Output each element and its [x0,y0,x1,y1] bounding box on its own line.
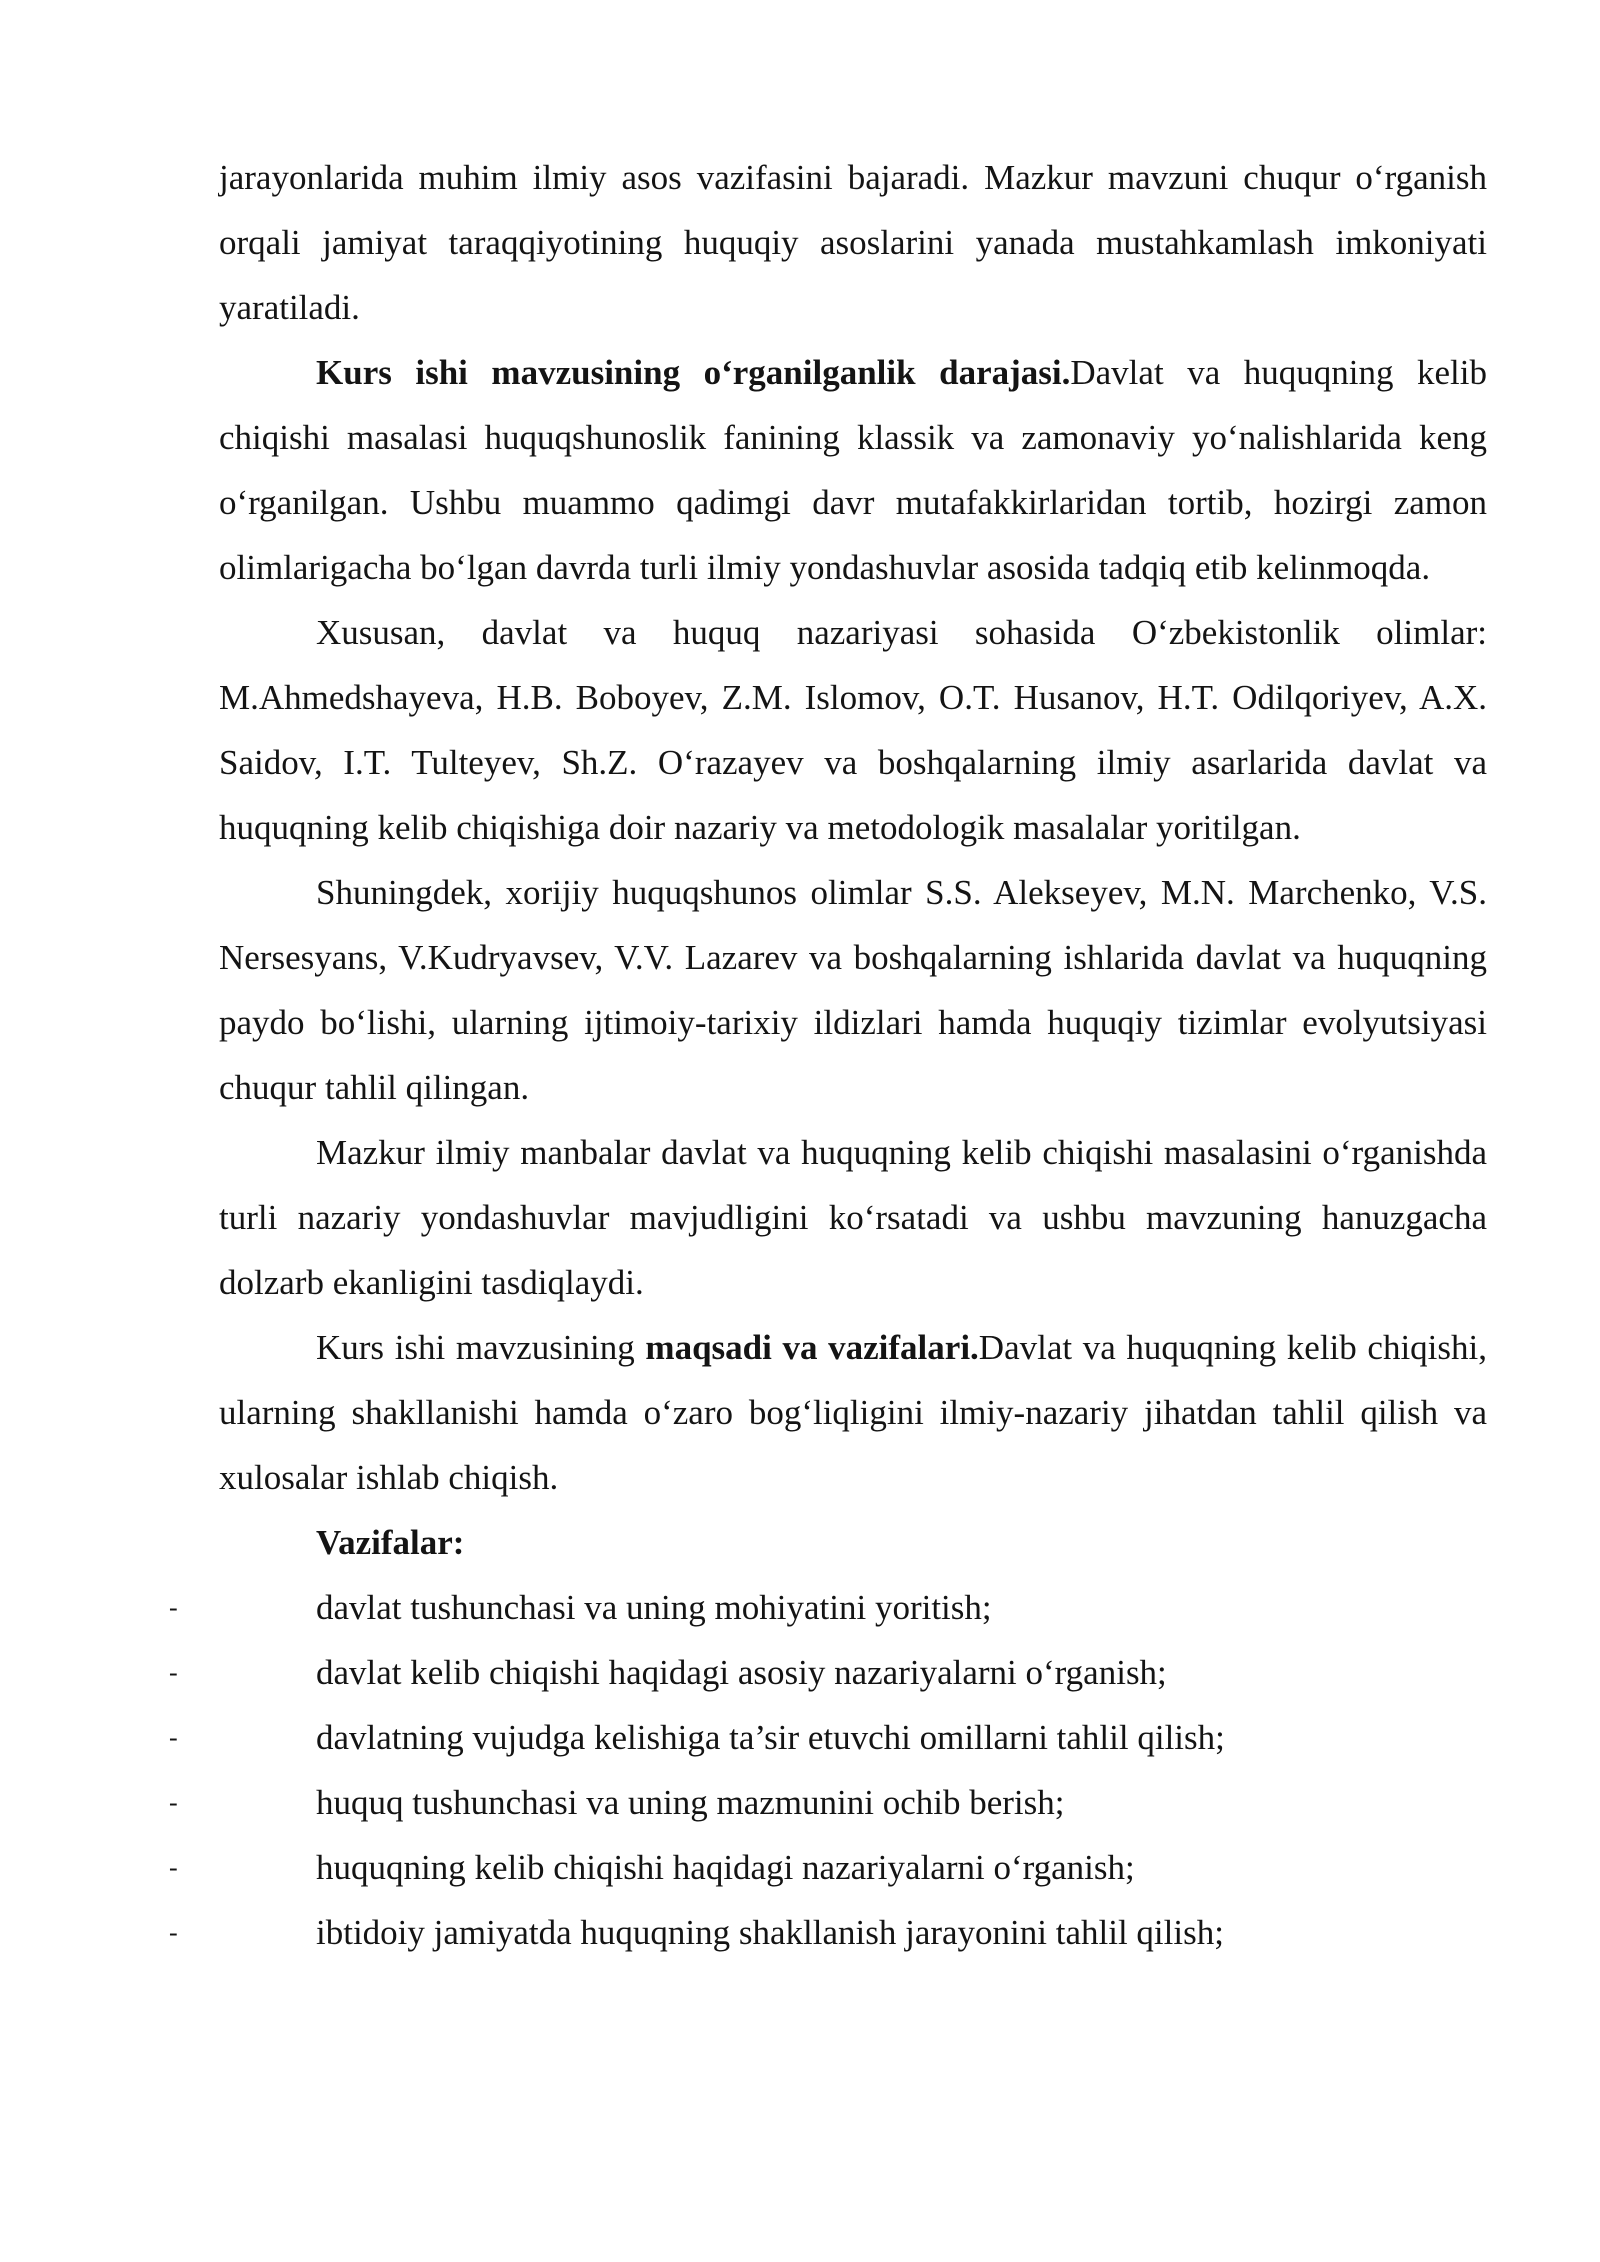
dash-bullet-icon: - [169,1788,178,1817]
dash-bullet-icon: - [169,1853,178,1882]
paragraph-text: Xususan, davlat va huquq nazariyasi sohasida O‘zbekistonlik olimlar: M.Ahmedshayeva, H.B. Boboyev, Z.M. Islomov, O.T. Husanov, H.T. Odilqoriyev, A.X. Saidov, I.T. Tulteyev, Sh.Z. O‘razayev va boshqalarning ilmiy asarlarida davlat va huquqning kelib chiqishiga doir nazariy va metodologik masalalar yoritilgan. [219,613,1487,847]
paragraph-text: Shuningdek, xorijiy huquqshunos olimlar S.S. Alekseyev, M.N. Marchenko, V.S. Nersesyans, V.Kudryavsev, V.V. Lazarev va boshqalarning ishlarida davlat va huquqning paydo bo‘lishi, ularning ijtimoiy-tarixiy ildizlari hamda huquqiy tizimlar evolyutsiyasi chuqur tahlil qilingan. [219,873,1487,1107]
dash-bullet-icon: - [169,1918,178,1947]
list-item [169,1900,1487,1965]
list-item [169,1705,1487,1770]
list-item-text: ibtidoiy jamiyatda huquqning shakllanish jarayonini tahlil qilish; [316,1913,1224,1952]
dash-bullet-icon: - [169,1723,178,1752]
paragraph-sources-summary [219,1120,1487,1315]
list-item [169,1575,1487,1640]
paragraph-text: Davlat va huquqning kelib chiqishi, ularning shakllanishi hamda o‘zaro bog‘liqligini ilmiy-nazariy jihatdan tahlil qilish va xulosalar ishlab chiqish. [219,1328,1487,1497]
paragraph-text: Davlat va huquqning kelib chiqishi masalasi huquqshunoslik fanining klassik va zamonaviy yo‘nalishlarida keng o‘rganilgan. Ushbu muammo qadimgi davr mutafakkirlaridan tortib, hozirgi zamon olimlarigacha bo‘lgan davrda turli ilmiy yondashuvlar asosida tadqiq etib kelinmoqda. [219,353,1487,587]
paragraph-intro-continuation [219,145,1487,340]
document-body [169,145,1487,1965]
dash-bullet-icon: - [169,1593,178,1622]
tasks-list [169,1575,1487,1965]
paragraph-foreign-scholars [219,860,1487,1120]
dash-bullet-icon: - [169,1658,178,1687]
paragraph-uzbek-scholars [219,600,1487,860]
list-item-text: davlatning vujudga kelishiga ta’sir etuvchi omillarni tahlil qilish; [316,1718,1225,1757]
paragraph-bold-lead: Kurs ishi mavzusining o‘rganilganlik darajasi. [316,353,1071,392]
list-item-text: davlat tushunchasi va uning mohiyatini yoritish; [316,1588,992,1627]
paragraph-goals [219,1315,1487,1510]
list-item [169,1835,1487,1900]
paragraph-text: Mazkur ilmiy manbalar davlat va huquqning kelib chiqishi masalasini o‘rganishda turli nazariy yondashuvlar mavjudligini ko‘rsatadi va ushbu mavzuning hanuzgacha dolzarb ekanligini tasdiqlaydi. [219,1133,1487,1302]
list-item [169,1640,1487,1705]
paragraph-text: jarayonlarida muhim ilmiy asos vazifasini bajaradi. Mazkur mavzuni chuqur o‘rganish orqali jamiyat taraqqiyotining huquqiy asoslarini yanada mustahkamlash imkoniyati yaratiladi. [219,158,1487,327]
tasks-heading: Vazifalar: [316,1523,465,1562]
list-item-text: davlat kelib chiqishi haqidagi asosiy nazariyalarni o‘rganish; [316,1653,1167,1692]
list-item-text: huquqning kelib chiqishi haqidagi nazariyalarni o‘rganish; [316,1848,1135,1887]
list-item-text: huquq tushunchasi va uning mazmunini ochib berish; [316,1783,1065,1822]
paragraph-lead: Kurs ishi mavzusining [316,1328,646,1367]
paragraph-study-level [219,340,1487,600]
paragraph-bold-lead: maqsadi va vazifalari. [645,1328,979,1367]
list-item [169,1770,1487,1835]
